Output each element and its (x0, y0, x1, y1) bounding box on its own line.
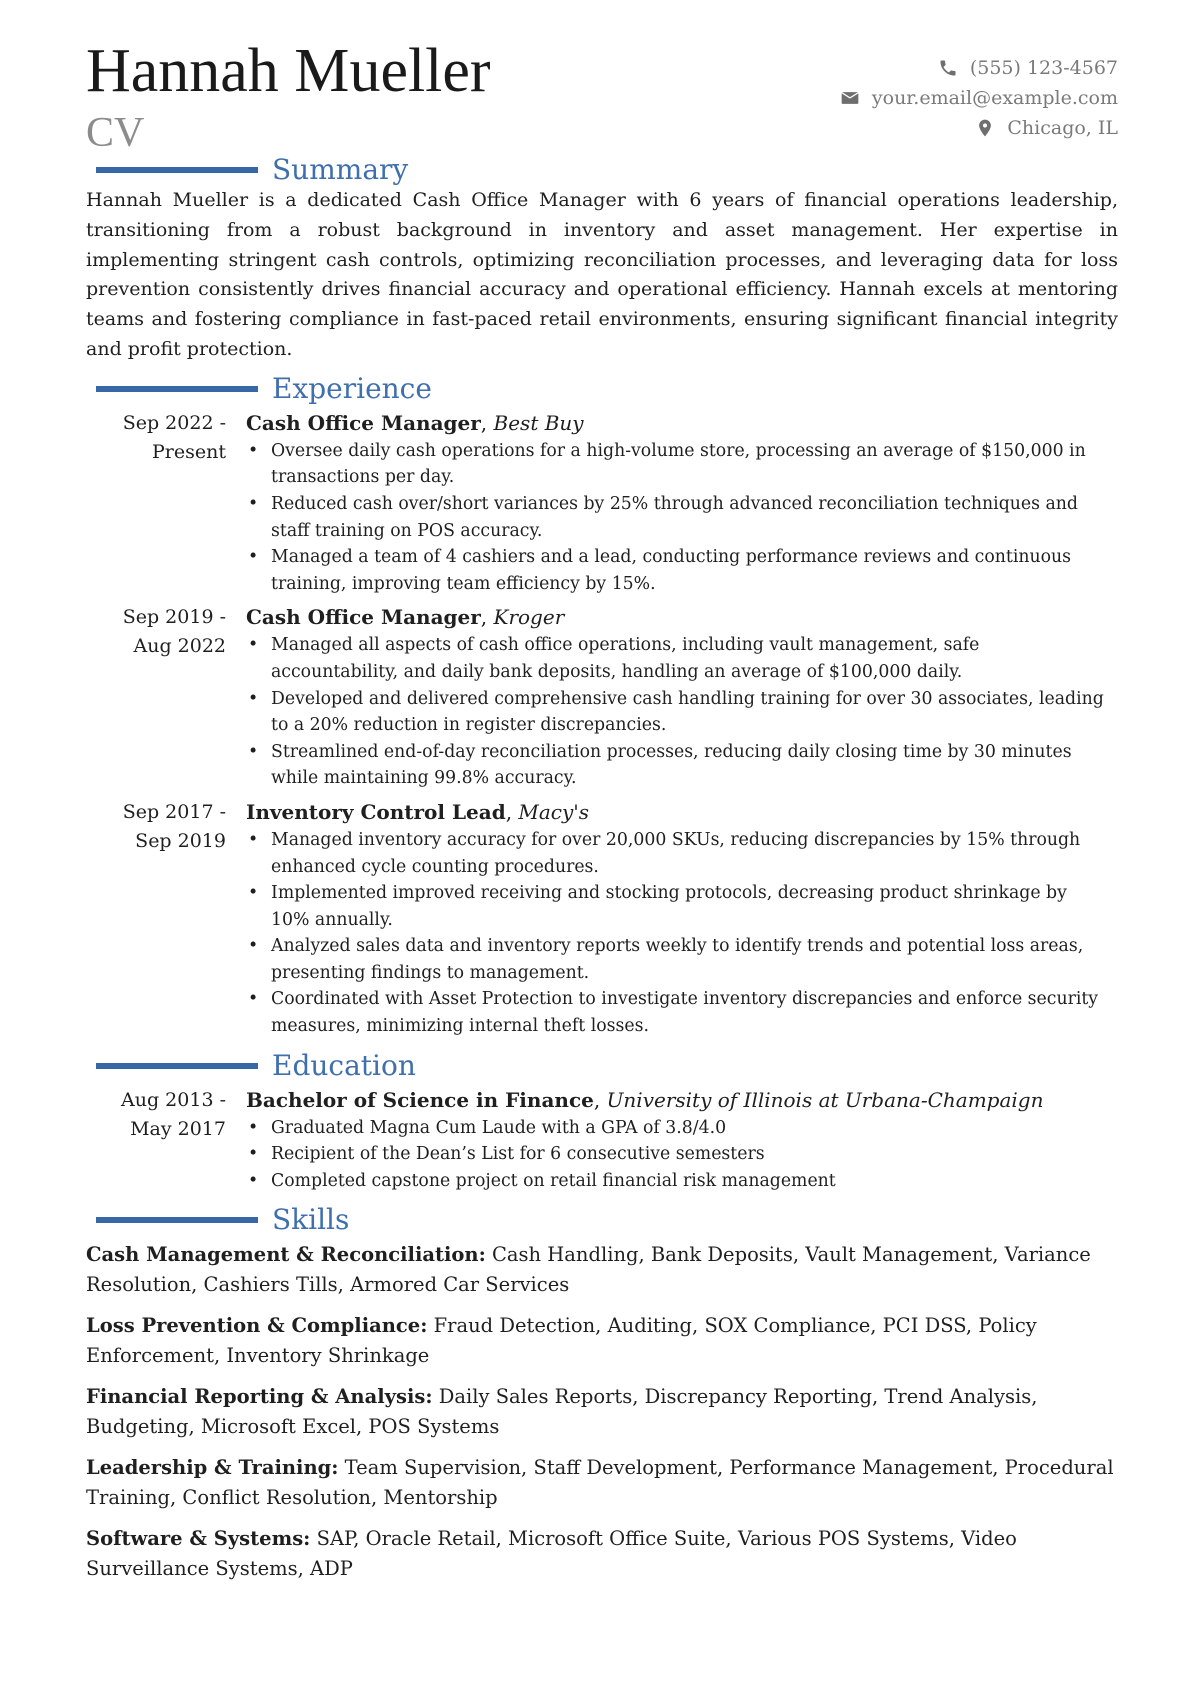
phone-number: (555) 123-4567 (969, 57, 1118, 79)
entry-date: Aug 2013 - May 2017 (121, 1088, 226, 1140)
bullet-list (246, 827, 1108, 1040)
section-title: Skills (272, 1203, 350, 1237)
bullet-item: • Managed all aspects of cash office operations, including vault management, safe accountability, and daily bank deposits, handling an average of $100,000 daily. (246, 632, 1108, 685)
section-rule (96, 386, 258, 392)
bullet-list (246, 1115, 1108, 1195)
entry-date: Sep 2022 - Present (122, 411, 226, 463)
skill-line (86, 1240, 1118, 1299)
bullet-item: • Analyzed sales data and inventory reports weekly to identify trends and potential loss areas, presenting findings to management. (246, 933, 1108, 986)
skill-list: SAP, Oracle Retail, Microsoft Office Suite, Various POS Systems, Video Surveillance Systems, ADP (86, 1527, 1017, 1580)
degree: Bachelor of Science in Finance (246, 1087, 594, 1112)
bullet-list (246, 438, 1108, 598)
cv-content (86, 150, 1118, 1595)
employer: Macy's (518, 799, 590, 824)
entry-body (246, 1086, 1118, 1195)
bullet-item: • Developed and delivered comprehensive cash handling training for over 30 associates, leading to a 20% reduction in register discrepancies. (246, 686, 1108, 739)
contact-email (840, 83, 1118, 113)
skill-category: Cash Management & Reconciliation: (86, 1243, 486, 1267)
location-text: Chicago, IL (1007, 117, 1118, 139)
job-title: Cash Office Manager (246, 410, 481, 435)
envelope-icon (840, 88, 860, 108)
bullet-item: • Reduced cash over/short variances by 25% through advanced reconciliation techniques and staff training on POS accuracy. (246, 491, 1108, 544)
candidate-name: Hannah Mueller (86, 37, 491, 105)
skill-line (86, 1524, 1118, 1583)
location-pin-icon (975, 118, 995, 138)
employer: Best Buy (493, 410, 584, 435)
skill-list: Team Supervision, Staff Development, Performance Management, Procedural Training, Conflict Resolution, Mentorship (86, 1456, 1114, 1509)
bullet-item: • Oversee daily cash operations for a high-volume store, processing an average of $150,000 in transactions per day. (246, 438, 1108, 491)
section-rule (96, 1217, 258, 1223)
skill-line (86, 1382, 1118, 1441)
skill-category: Software & Systems: (86, 1527, 311, 1551)
contact-location (840, 113, 1118, 143)
section-heading (86, 1200, 1118, 1240)
skill-list: Cash Handling, Bank Deposits, Vault Management, Variance Resolution, Cashiers Tills, Armored Car Services (86, 1243, 1091, 1296)
skill-category: Financial Reporting & Analysis: (86, 1385, 433, 1409)
job-title: Cash Office Manager (246, 605, 481, 630)
skill-line (86, 1311, 1118, 1370)
document-subtitle: CV (86, 110, 145, 156)
education-entry (86, 1086, 1118, 1195)
skills-section (86, 1200, 1118, 1583)
skill-list: Daily Sales Reports, Discrepancy Reporting, Trend Analysis, Budgeting, Microsoft Excel, POS Systems (86, 1385, 1038, 1438)
skill-list: Fraud Detection, Auditing, SOX Compliance, PCI DSS, Policy Enforcement, Inventory Shrinkage (86, 1314, 1037, 1367)
entry-heading: Cash Office Manager, Kroger (246, 605, 565, 630)
institution: University of Illinois at Urbana-Champaign (606, 1087, 1044, 1112)
bullet-item: • Completed capstone project on retail financial risk management (246, 1168, 1108, 1195)
bullet-item: • Implemented improved receiving and stocking protocols, decreasing product shrinkage by 10% annually. (246, 880, 1108, 933)
skill-line (86, 1453, 1118, 1512)
section-title: Summary (272, 153, 409, 186)
experience-section (86, 369, 1118, 1040)
section-title: Education (272, 1048, 416, 1082)
section-rule (96, 167, 258, 173)
section-heading (86, 150, 1118, 190)
bullet-item: • Streamlined end-of-day reconciliation processes, reducing daily closing time by 30 minutes while maintaining 99.8% accuracy. (246, 739, 1108, 792)
section-rule (96, 1063, 258, 1069)
entry-body (246, 798, 1118, 1040)
bullet-item: • Coordinated with Asset Protection to investigate inventory discrepancies and enforce security measures, minimizing internal theft losses. (246, 986, 1108, 1039)
summary-section (86, 150, 1118, 365)
entry-heading: Bachelor of Science in Finance, University of Illinois at Urbana-Champaign (246, 1087, 1044, 1112)
section-heading (86, 1046, 1118, 1086)
skill-category: Loss Prevention & Compliance: (86, 1314, 428, 1338)
bullet-item: • Recipient of the Dean’s List for 6 consecutive semesters (246, 1141, 1108, 1168)
education-section (86, 1046, 1118, 1195)
employer: Kroger (493, 605, 565, 630)
entry-body (246, 409, 1118, 598)
section-title: Experience (272, 371, 432, 405)
entry-date: Sep 2019 - Aug 2022 (122, 606, 226, 658)
experience-entry (86, 798, 1118, 1040)
experience-entry (86, 603, 1118, 792)
entry-body (246, 603, 1118, 792)
bullet-item: • Managed inventory accuracy for over 20,000 SKUs, reducing discrepancies by 15% through enhanced cycle counting procedures. (246, 827, 1108, 880)
entry-heading: Inventory Control Lead, Macy's (246, 799, 590, 824)
phone-icon (938, 58, 958, 78)
skill-category: Leadership & Training: (86, 1456, 339, 1480)
experience-entry (86, 409, 1118, 598)
entry-date: Sep 2017 - Sep 2019 (122, 800, 226, 852)
email-address[interactable]: your.email@example.com (871, 87, 1118, 109)
bullet-list (246, 632, 1108, 792)
job-title: Inventory Control Lead (246, 799, 506, 824)
bullet-item: • Managed a team of 4 cashiers and a lead, conducting performance reviews and continuous training, improving team efficiency by 15%. (246, 544, 1108, 597)
contact-block (840, 53, 1118, 143)
entry-heading: Cash Office Manager, Best Buy (246, 410, 584, 435)
contact-phone (840, 53, 1118, 83)
section-heading (86, 369, 1118, 409)
summary-text: Hannah Mueller is a dedicated Cash Office Manager with 6 years of financial operations leadership, transitioning from a robust background in inventory and asset management. Her expertise in implementing stringent cash controls, optimizing reconciliation processes, and leveraging data for loss prevention consistently drives financial accuracy and operational efficiency. Hannah excels at mentoring teams and fostering compliance in fast-paced retail environments, ensuring significant financial integrity and profit protection. (86, 189, 1118, 360)
bullet-item: • Graduated Magna Cum Laude with a GPA of 3.8/4.0 (246, 1115, 1108, 1142)
